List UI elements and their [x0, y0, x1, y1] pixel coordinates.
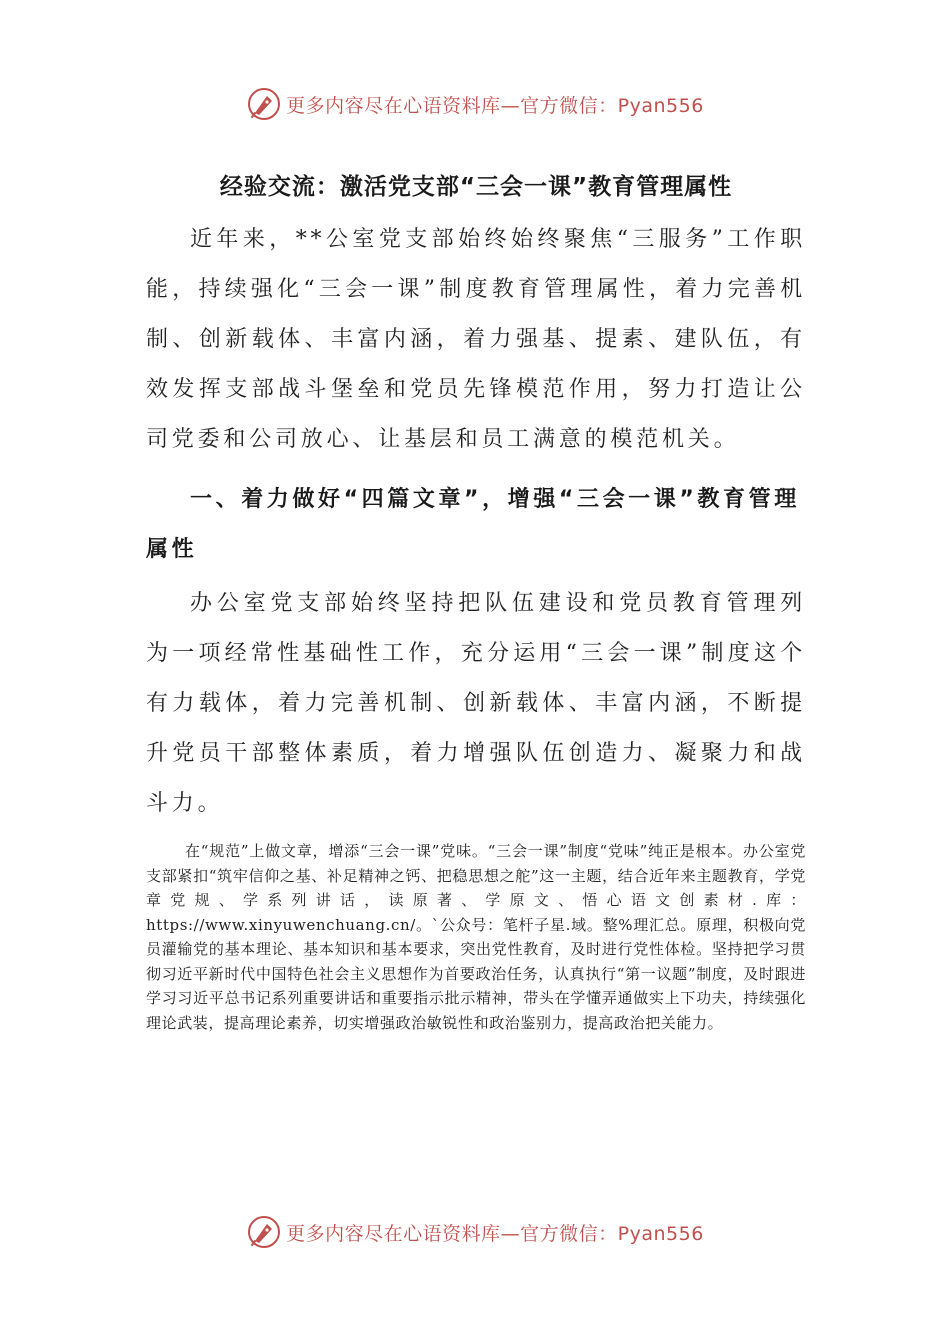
- pen-nib-icon: [246, 1214, 282, 1250]
- intro-paragraph: 近年来，**公室党支部始终始终聚焦“三服务”工作职能，持续强化“三会一课”制度教育管理属性，着力完善机制、创新载体、丰富内涵，着力强基、提素、建队伍，有效发挥支部战斗堡垒和党员先锋模范作用，努力打造让公司党委和公司放心、让基层和员工满意的模范机关。: [146, 227, 806, 452]
- section-1-small-paragraph: 在“规范”上做文章，增添“三会一课”党味。“三会一课”制度“党味”纯正是根本。办公室党支部紧扣“筑牢信仰之基、补足精神之钙、把稳思想之舵”这一主题，结合近年来主题教育，学党章党规、学系列讲话，读原著、学原文、悟心语文创素材.库：https://www.xinyuwenchuang.cn/。`公众号：笔杆子星.域。整%理汇总。原理，积极向党员灌输党的基本理论、基本知识和基本要求，突出党性教育，及时进行党性体检。坚持把学习贯彻习近平新时代中国特色社会主义思想作为首要政治任务，认真执行“第一议题”制度，及时跟进学习习近平总书记系列重要讲话和重要指示批示精神，带头在学懂弄通做实上下功夫，持续强化理论武装，提高理论素养，切实增强政治敏锐性和政治鉴别力，提高政治把关能力。: [146, 842, 806, 1032]
- pen-nib-icon: [246, 86, 282, 122]
- document-title: 经验交流：激活党支部“三会一课”教育管理属性: [219, 174, 733, 200]
- section-1-paragraph: 办公室党支部始终坚持把队伍建设和党员教育管理列为一项经常性基础性工作，充分运用“三会一课”制度这个有力载体，着力完善机制、创新载体、丰富内涵，不断提升党员干部整体素质，着力增强队伍创造力、凝聚力和战斗力。: [146, 591, 806, 816]
- watermark-header: [0, 84, 950, 124]
- document-body: [146, 168, 806, 1035]
- watermark-footer: [0, 1212, 950, 1252]
- watermark-text: 更多内容尽在心语资料库—官方微信：Pyan556: [286, 1222, 704, 1245]
- watermark-text: 更多内容尽在心语资料库—官方微信：Pyan556: [286, 94, 704, 117]
- section-heading-1: 一、着力做好“四篇文章”，增强“三会一课”教育管理属性: [146, 487, 800, 562]
